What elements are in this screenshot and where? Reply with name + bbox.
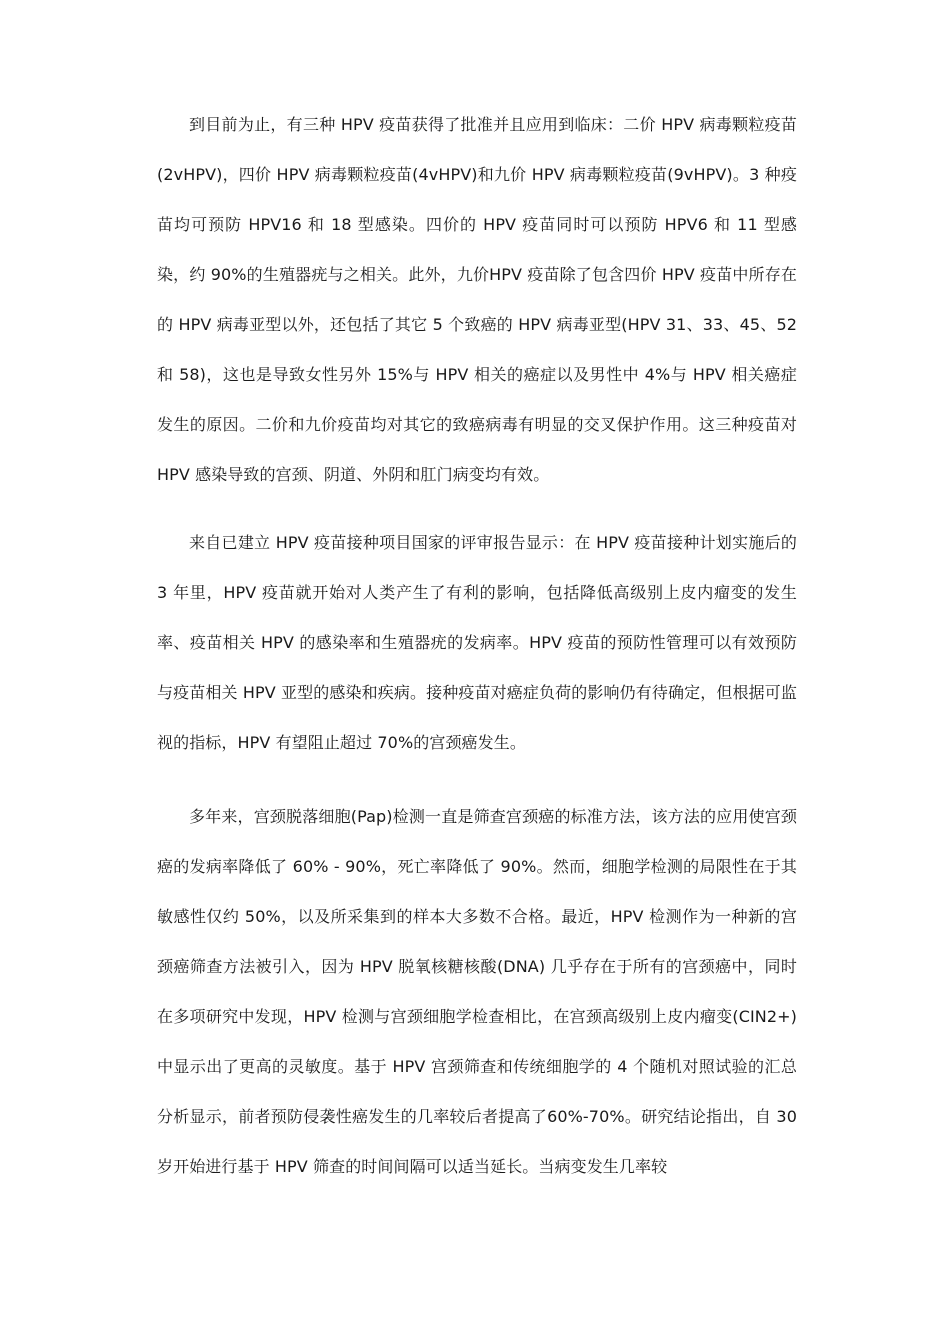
paragraph-cervical-screening: 多年来，宫颈脱落细胞(Pap)检测一直是筛查宫颈癌的标准方法，该方法的应用使宫颈癌的发病率降低了 60% - 90%，死亡率降低了 90%。然而，细胞学检测的局限性在于其敏感性仅约 50%，以及所采集到的样本大多数不合格。最近，HPV 检测作为一种新的宫颈癌筛查方法被引入，因为 HPV 脱氧核糖核酸(DNA) 几乎存在于所有的宫颈癌中，同时在多项研究中发现，HPV 检测与宫颈细胞学检查相比，在宫颈高级别上皮内瘤变(CIN2+)中显示出了更高的灵敏度。基于 HPV 宫颈筛查和传统细胞学的 4 个随机对照试验的汇总分析显示，前者预防侵袭性癌发生的几率较后者提高了60%-70%。研究结论指出，自 30 岁开始进行基于 HPV 筛查的时间间隔可以适当延长。当病变发生几率较 (157, 807, 797, 1176)
paragraph-hpv-vaccine-types: 到目前为止，有三种 HPV 疫苗获得了批准并且应用到临床：二价 HPV 病毒颗粒疫苗(2vHPV)，四价 HPV 病毒颗粒疫苗(4vHPV)和九价 HPV 病毒颗粒疫苗(9vHPV)。3 种疫苗均可预防 HPV16 和 18 型感染。四价的 HPV 疫苗同时可以预防 HPV6 和 11 型感染，约 90%的生殖器疣与之相关。此外，九价HPV 疫苗除了包含四价 HPV 疫苗中所存在的 HPV 病毒亚型以外，还包括了其它 5 个致癌的 HPV 病毒亚型(HPV 31、33、45、52 和 58)，这也是导致女性另外 15%与 HPV 相关的癌症以及男性中 4%与 HPV 相关癌症发生的原因。二价和九价疫苗均对其它的致癌病毒有明显的交叉保护作用。这三种疫苗对 HPV 感染导致的宫颈、阴道、外阴和肛门病变均有效。 (157, 115, 797, 484)
paragraph-vaccine-program-reports: 来自已建立 HPV 疫苗接种项目国家的评审报告显示：在 HPV 疫苗接种计划实施后的 3 年里，HPV 疫苗就开始对人类产生了有利的影响，包括降低高级别上皮内瘤变的发生率、疫苗相关 HPV 的感染率和生殖器疣的发病率。HPV 疫苗的预防性管理可以有效预防与疫苗相关 HPV 亚型的感染和疾病。接种疫苗对癌症负荷的影响仍有待确定，但根据可监视的指标，HPV 有望阻止超过 70%的宫颈癌发生。 (157, 533, 797, 752)
